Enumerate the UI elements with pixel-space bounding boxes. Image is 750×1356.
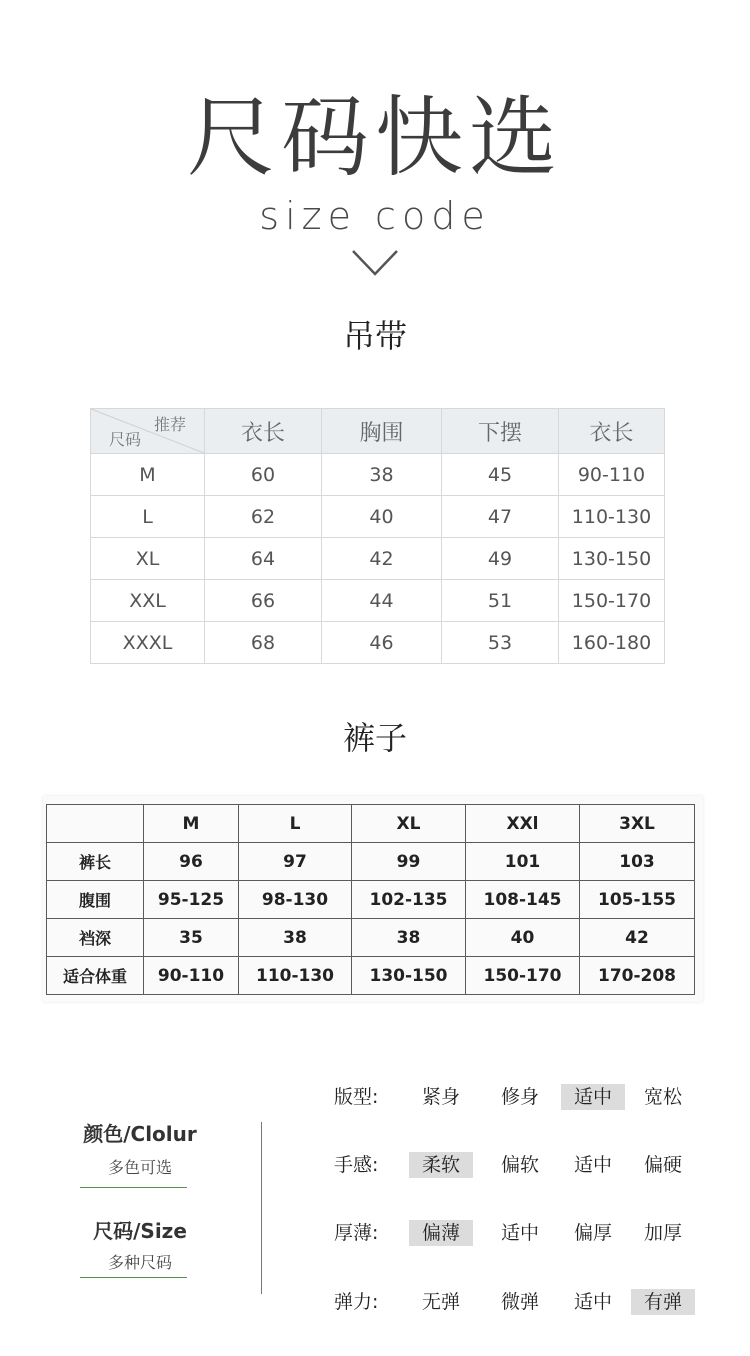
table-cell: 38 — [322, 454, 442, 496]
fit-option: 紧身 — [421, 1086, 460, 1108]
table-cell: 110-130 — [559, 496, 665, 538]
elasticity-option: 微弹 — [500, 1291, 539, 1313]
table-cell: 62 — [205, 496, 322, 538]
row-header: 裤长 — [47, 843, 144, 881]
table-cell: 38 — [239, 919, 352, 957]
table-cell: 170-208 — [580, 957, 695, 995]
column-header: XL — [352, 805, 466, 843]
table-cell: 96 — [144, 843, 239, 881]
page-subtitle: size code — [259, 194, 491, 238]
prop-label-feel: 手感: — [334, 1154, 379, 1176]
prop-label-fit: 版型: — [334, 1086, 379, 1108]
column-header: 衣长 — [559, 409, 665, 454]
table-cell: L — [91, 496, 205, 538]
table-header-row — [47, 805, 695, 843]
prop-label-elasticity: 弹力: — [334, 1291, 379, 1313]
table-cell: 150-170 — [466, 957, 580, 995]
table-cell — [47, 805, 144, 843]
column-header: 衣长 — [205, 409, 322, 454]
color-label: 颜色/Clolur — [83, 1122, 197, 1146]
fit-option: 适中 — [561, 1084, 625, 1110]
table-cell: 103 — [580, 843, 695, 881]
table-cell: XL — [91, 538, 205, 580]
table-row — [91, 538, 665, 580]
table-row — [47, 843, 695, 881]
fit-option: 修身 — [500, 1086, 539, 1108]
table-cell: 45 — [442, 454, 559, 496]
feel-option: 偏硬 — [643, 1154, 682, 1176]
vertical-divider — [261, 1122, 262, 1294]
divider — [80, 1277, 187, 1278]
table-cell: 101 — [466, 843, 580, 881]
table-cell: 90-110 — [559, 454, 665, 496]
table-cell: 46 — [322, 622, 442, 664]
table-cell: 66 — [205, 580, 322, 622]
elasticity-option: 适中 — [573, 1291, 612, 1313]
camisole-size-table — [90, 408, 665, 664]
table-corner-cell — [91, 409, 205, 454]
table-cell: 68 — [205, 622, 322, 664]
row-header: 腹围 — [47, 881, 144, 919]
table-row — [47, 919, 695, 957]
table-cell: 98-130 — [239, 881, 352, 919]
row-header: 裆深 — [47, 919, 144, 957]
diagonal-divider — [91, 409, 204, 453]
table-cell: 42 — [580, 919, 695, 957]
table-cell: 108-145 — [466, 881, 580, 919]
column-header: 下摆 — [442, 409, 559, 454]
fit-option: 宽松 — [643, 1086, 682, 1108]
thickness-option: 偏厚 — [573, 1222, 612, 1244]
prop-label-thickness: 厚薄: — [334, 1222, 379, 1244]
table-cell: 64 — [205, 538, 322, 580]
size-sub: 多种尺码 — [107, 1253, 172, 1272]
table-cell: 40 — [322, 496, 442, 538]
table-cell: 38 — [352, 919, 466, 957]
table-cell: XXL — [91, 580, 205, 622]
table-cell: 47 — [442, 496, 559, 538]
table-cell: 99 — [352, 843, 466, 881]
pants-size-table — [46, 804, 695, 995]
column-header: L — [239, 805, 352, 843]
table-row — [91, 580, 665, 622]
thickness-option: 加厚 — [643, 1222, 682, 1244]
table-cell: 110-130 — [239, 957, 352, 995]
chevron-down-icon — [352, 250, 398, 276]
color-sub: 多色可选 — [107, 1158, 172, 1177]
size-label: 尺码/Size — [93, 1219, 187, 1243]
divider — [80, 1187, 187, 1188]
thickness-option: 偏薄 — [409, 1220, 473, 1246]
table-cell: 44 — [322, 580, 442, 622]
column-header: XXl — [466, 805, 580, 843]
table-cell: 60 — [205, 454, 322, 496]
table-cell: 40 — [466, 919, 580, 957]
table-cell: 97 — [239, 843, 352, 881]
table-cell: 102-135 — [352, 881, 466, 919]
table-row — [47, 881, 695, 919]
feel-option: 偏软 — [500, 1154, 539, 1176]
page-title: 尺码快选 — [186, 86, 563, 189]
thickness-option: 适中 — [500, 1222, 539, 1244]
table-cell: 90-110 — [144, 957, 239, 995]
table-cell: 105-155 — [580, 881, 695, 919]
table-cell: 42 — [322, 538, 442, 580]
table-cell: 130-150 — [559, 538, 665, 580]
table-cell: 49 — [442, 538, 559, 580]
table-row — [91, 622, 665, 664]
feel-option: 柔软 — [409, 1152, 473, 1178]
corner-label-size: 尺码 — [109, 430, 142, 449]
table-row — [91, 454, 665, 496]
table-cell: 150-170 — [559, 580, 665, 622]
corner-label-recommend: 推荐 — [153, 415, 186, 434]
table-row — [47, 957, 695, 995]
column-header: 胸围 — [322, 409, 442, 454]
table-cell: 35 — [144, 919, 239, 957]
table-cell: 51 — [442, 580, 559, 622]
table-header-row — [91, 409, 665, 454]
table-cell: 53 — [442, 622, 559, 664]
row-header: 适合体重 — [47, 957, 144, 995]
table-cell: XXXL — [91, 622, 205, 664]
feel-option: 适中 — [573, 1154, 612, 1176]
table-row — [91, 496, 665, 538]
elasticity-option: 无弹 — [421, 1291, 460, 1313]
elasticity-option: 有弹 — [631, 1289, 695, 1315]
column-header: 3XL — [580, 805, 695, 843]
table-cell: 95-125 — [144, 881, 239, 919]
table-cell: 160-180 — [559, 622, 665, 664]
column-header: M — [144, 805, 239, 843]
section-title-camisole: 吊带 — [342, 317, 407, 355]
section-title-pants: 裤子 — [342, 719, 407, 757]
table-cell: M — [91, 454, 205, 496]
table-cell: 130-150 — [352, 957, 466, 995]
